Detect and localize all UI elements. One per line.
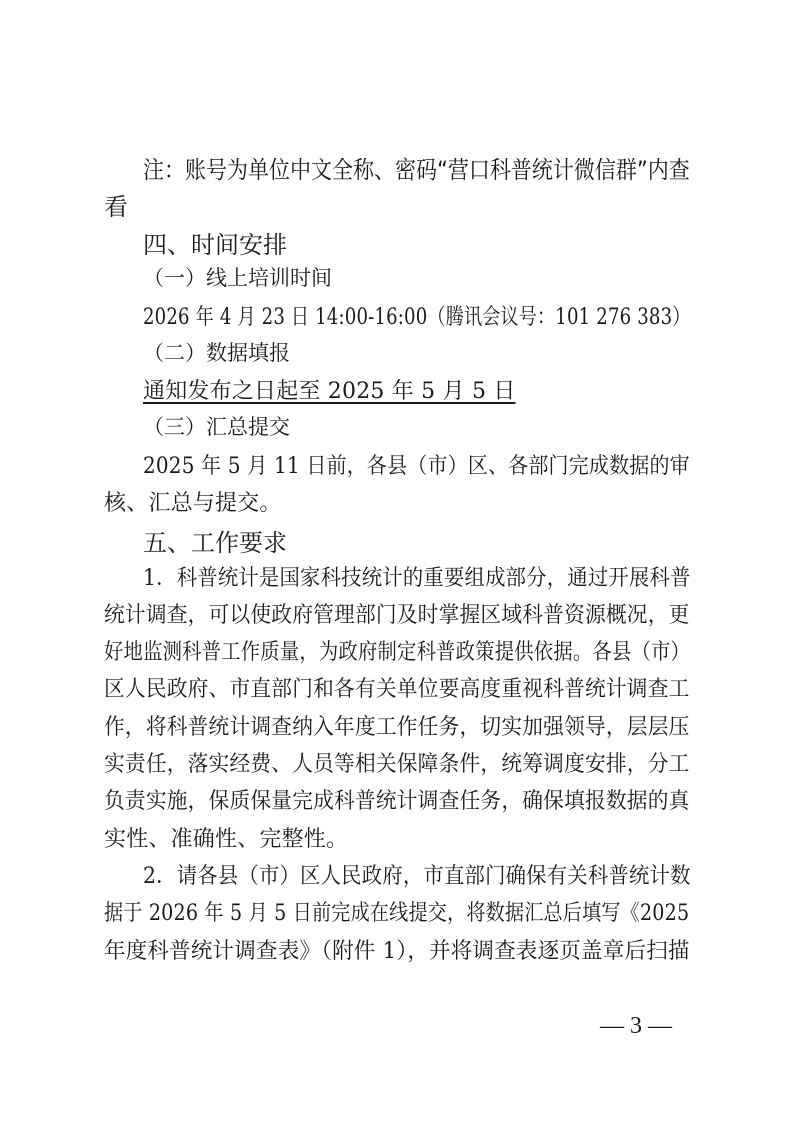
summary-text-line-1: 2025 年 5 月 11 日前，各县（市）区、各部门完成数据的审 (143, 454, 690, 479)
requirement-1-line: 好地监测科普工作质量，为政府制定科普政策提供依据。各县（市） (104, 640, 691, 665)
requirement-1-line: 实性、准确性、完整性。 (104, 827, 349, 852)
note-line-1: 注：账号为单位中文全称、密码“营口科普统计微信群”内查 (143, 156, 690, 184)
subsection-summary-title: （三）汇总提交 (143, 415, 290, 439)
requirement-1-line: 作，将科普统计调查纳入年度工作任务，切实加强领导，层层压 (104, 715, 690, 740)
training-time-text: 2026 年 4 月 23 日 14:00-16:00（腾讯会议号：101 276 383） (143, 305, 691, 330)
summary-text-line-2: 核、汇总与提交。 (104, 491, 282, 516)
requirement-1-line: 统计调查，可以使政府管理部门及时掌握区域科普资源概况，更 (104, 603, 690, 628)
section-5-title: 五、工作要求 (143, 529, 287, 557)
note-line-2: 看 (104, 193, 128, 221)
requirement-2-line: 年度科普统计调查表》（附件 1），并将调查表逐页盖章后扫描 (104, 939, 690, 964)
requirement-1-line: 负责实施，保质保量完成科普统计调查任务，确保填报数据的真 (104, 789, 690, 814)
requirement-1-line: 1．科普统计是国家科技统计的重要组成部分，通过开展科普 (143, 566, 691, 591)
requirement-2-line: 2．请各县（市）区人民政府，市直部门确保有关科普统计数 (143, 864, 691, 889)
subsection-data-entry-title: （二）数据填报 (143, 341, 290, 365)
requirement-2-line: 据于 2026 年 5 月 5 日前完成在线提交，将数据汇总后填写《2025 (104, 901, 690, 926)
requirement-1-line: 区人民政府、市直部门和各有关单位要高度重视科普统计调查工 (104, 677, 690, 702)
section-4-title: 四、时间安排 (143, 231, 287, 259)
requirement-1-line: 实责任，落实经费、人员等相关保障条件，统筹调度安排，分工 (104, 752, 690, 777)
data-entry-period-text: 通知发布之日起至 2025 年 5 月 5 日 (143, 379, 516, 404)
subsection-training-title: （一）线上培训时间 (143, 266, 332, 290)
page-number: — 3 — (600, 1013, 672, 1039)
